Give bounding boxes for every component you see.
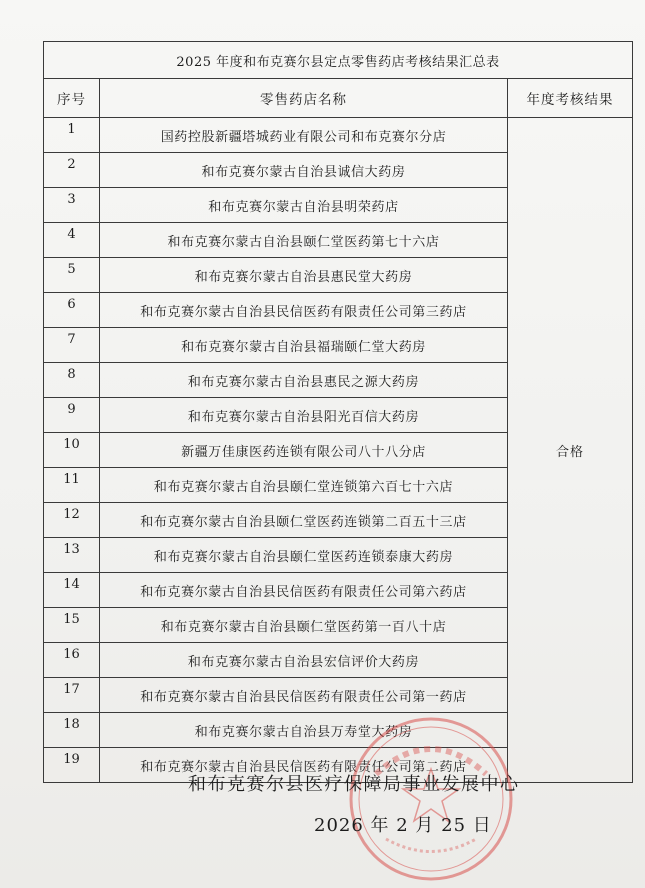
row-pharmacy-name: 和布克赛尔蒙古自治县阳光百信大药房 [100, 398, 508, 433]
row-serial-number: 7 [44, 328, 100, 363]
row-pharmacy-name: 和布克赛尔蒙古自治县颐仁堂医药第一百八十店 [100, 608, 508, 643]
row-pharmacy-name: 和布克赛尔蒙古自治县民信医药有限责任公司第三药店 [100, 293, 508, 328]
row-pharmacy-name: 和布克赛尔蒙古自治县颐仁堂医药连锁泰康大药房 [100, 538, 508, 573]
row-serial-number: 11 [44, 468, 100, 503]
row-pharmacy-name: 和布克赛尔蒙古自治县民信医药有限责任公司第二药店 [100, 748, 508, 783]
row-serial-number: 19 [44, 748, 100, 783]
row-serial-number: 16 [44, 643, 100, 678]
row-serial-number: 2 [44, 153, 100, 188]
header-pharmacy-name: 零售药店名称 [100, 79, 508, 118]
row-serial-number: 5 [44, 258, 100, 293]
row-pharmacy-name: 新疆万佳康医药连锁有限公司八十八分店 [100, 433, 508, 468]
row-pharmacy-name: 和布克赛尔蒙古自治县颐仁堂医药连锁第二百五十三店 [100, 503, 508, 538]
row-pharmacy-name: 和布克赛尔蒙古自治县民信医药有限责任公司第六药店 [100, 573, 508, 608]
annual-result-value: 合格 [508, 118, 633, 783]
row-serial-number: 12 [44, 503, 100, 538]
row-serial-number: 1 [44, 118, 100, 153]
row-serial-number: 10 [44, 433, 100, 468]
red-official-seal-icon [346, 714, 516, 884]
row-pharmacy-name: 和布克赛尔蒙古自治县惠民之源大药房 [100, 363, 508, 398]
row-pharmacy-name: 和布克赛尔蒙古自治县颐仁堂连锁第六百七十六店 [100, 468, 508, 503]
row-pharmacy-name: 国药控股新疆塔城药业有限公司和布克赛尔分店 [100, 118, 508, 153]
row-pharmacy-name: 和布克赛尔蒙古自治县民信医药有限责任公司第一药店 [100, 678, 508, 713]
header-serial-number: 序号 [44, 79, 100, 118]
row-serial-number: 15 [44, 608, 100, 643]
row-pharmacy-name: 和布克赛尔蒙古自治县宏信评价大药房 [100, 643, 508, 678]
issue-date: 2026 年 2 月 25 日 [314, 815, 492, 836]
row-serial-number: 18 [44, 713, 100, 748]
table-header-row [44, 79, 633, 118]
row-pharmacy-name: 和布克赛尔蒙古自治县颐仁堂医药第七十六店 [100, 223, 508, 258]
assessment-results-table [43, 41, 633, 783]
row-serial-number: 17 [44, 678, 100, 713]
row-pharmacy-name: 和布克赛尔蒙古自治县明荣药店 [100, 188, 508, 223]
row-serial-number: 4 [44, 223, 100, 258]
table-row [44, 118, 633, 153]
row-serial-number: 9 [44, 398, 100, 433]
table-title: 2025 年度和布克赛尔县定点零售药店考核结果汇总表 [44, 42, 633, 79]
table-title-row [44, 42, 633, 79]
row-serial-number: 6 [44, 293, 100, 328]
header-annual-result: 年度考核结果 [508, 79, 633, 118]
row-pharmacy-name: 和布克赛尔蒙古自治县福瑞颐仁堂大药房 [100, 328, 508, 363]
row-pharmacy-name: 和布克赛尔蒙古自治县惠民堂大药房 [100, 258, 508, 293]
row-serial-number: 8 [44, 363, 100, 398]
row-serial-number: 3 [44, 188, 100, 223]
row-pharmacy-name: 和布克赛尔蒙古自治县诚信大药房 [100, 153, 508, 188]
row-serial-number: 14 [44, 573, 100, 608]
row-serial-number: 13 [44, 538, 100, 573]
row-pharmacy-name: 和布克赛尔蒙古自治县万寿堂大药房 [100, 713, 508, 748]
issuing-organization: 和布克赛尔县医疗保障局事业发展中心 [188, 774, 520, 795]
